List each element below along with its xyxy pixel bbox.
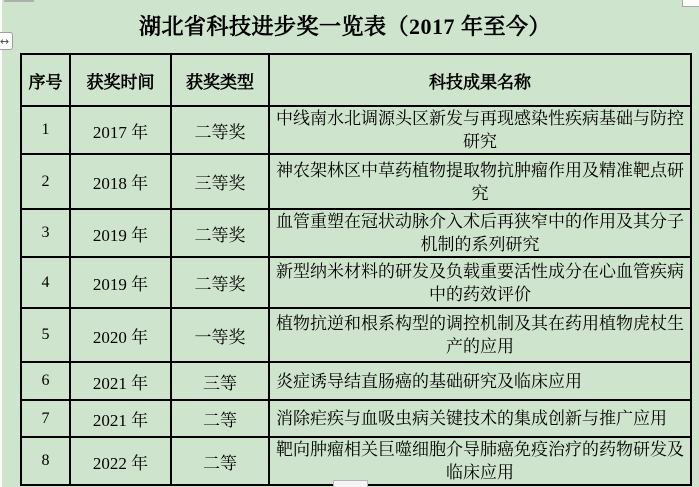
page-title: 湖北省科技进步奖一览表（2017 年至今） — [138, 14, 551, 39]
table-row — [21, 257, 691, 308]
cell-no[interactable]: 7 — [21, 400, 70, 437]
cell-year[interactable]: 2019 年 — [70, 257, 171, 308]
cell-name[interactable]: 植物抗逆和根系构型的调控机制及其在药用植物虎杖生产的应用 — [269, 308, 691, 362]
cell-type[interactable]: 二等奖 — [171, 257, 269, 308]
cell-no[interactable]: 6 — [21, 362, 70, 400]
top-right-handle-fragment — [682, 0, 699, 7]
cell-year[interactable]: 2017 年 — [70, 106, 171, 154]
cell-type[interactable]: 二等 — [171, 437, 269, 485]
column-header-type[interactable]: 获奖类型 — [171, 54, 269, 106]
cell-type[interactable]: 二等奖 — [171, 209, 269, 257]
table-row — [21, 106, 691, 154]
table-row — [21, 154, 691, 209]
cell-no[interactable]: 8 — [21, 437, 70, 485]
cell-year[interactable]: 2021 年 — [70, 362, 171, 400]
cell-name[interactable]: 新型纳米材料的研发及负载重要活性成分在心血管疾病中的药效评价 — [269, 257, 691, 308]
cell-year[interactable]: 2018 年 — [70, 154, 171, 209]
awards-table — [20, 53, 692, 486]
cell-type[interactable]: 二等奖 — [171, 106, 269, 154]
cell-name[interactable]: 中线南水北调源头区新发与再现感染性疾病基础与防控研究 — [269, 106, 691, 154]
table-row — [21, 209, 691, 257]
column-header-name[interactable]: 科技成果名称 — [269, 54, 691, 106]
cell-name[interactable]: 血管重塑在冠状动脉介入术后再狭窄中的作用及其分子机制的系列研究 — [269, 209, 691, 257]
cell-type[interactable]: 一等奖 — [171, 308, 269, 362]
cell-year[interactable]: 2019 年 — [70, 209, 171, 257]
cell-name[interactable]: 炎症诱导结直肠癌的基础研究及临床应用 — [269, 362, 691, 400]
cell-year[interactable]: 2020 年 — [70, 308, 171, 362]
table-row — [21, 437, 691, 485]
cell-type[interactable]: 三等奖 — [171, 154, 269, 209]
table-row — [21, 362, 691, 400]
cell-no[interactable]: 1 — [21, 106, 70, 154]
cell-type[interactable]: 三等 — [171, 362, 269, 400]
cell-no[interactable]: 2 — [21, 154, 70, 209]
cell-year[interactable]: 2021 年 — [70, 400, 171, 437]
table-row — [21, 400, 691, 437]
cell-name[interactable]: 靶向肿瘤相关巨噬细胞介导肺癌免疫治疗的药物研发及临床应用 — [269, 437, 691, 485]
top-edge-fragment — [4, 0, 34, 2]
cell-type[interactable]: 二等 — [171, 400, 269, 437]
left-edge-strip — [0, 0, 2, 487]
column-header-time[interactable]: 获奖时间 — [70, 54, 171, 106]
column-header-no[interactable]: 序号 — [21, 54, 70, 106]
table-header-row — [21, 54, 691, 106]
table-row — [21, 308, 691, 362]
cell-name[interactable]: 神农架林区中草药植物提取物抗肿瘤作用及精准靶点研究 — [269, 154, 691, 209]
cell-year[interactable]: 2022 年 — [70, 437, 171, 485]
cell-no[interactable]: 4 — [21, 257, 70, 308]
cell-no[interactable]: 5 — [21, 308, 70, 362]
cell-name[interactable]: 消除疟疾与血吸虫病关键技术的集成创新与推广应用 — [269, 400, 691, 437]
horizontal-resize-icon: ↔ — [0, 34, 10, 48]
bottom-handle-fragment[interactable] — [333, 480, 368, 487]
cell-no[interactable]: 3 — [21, 209, 70, 257]
